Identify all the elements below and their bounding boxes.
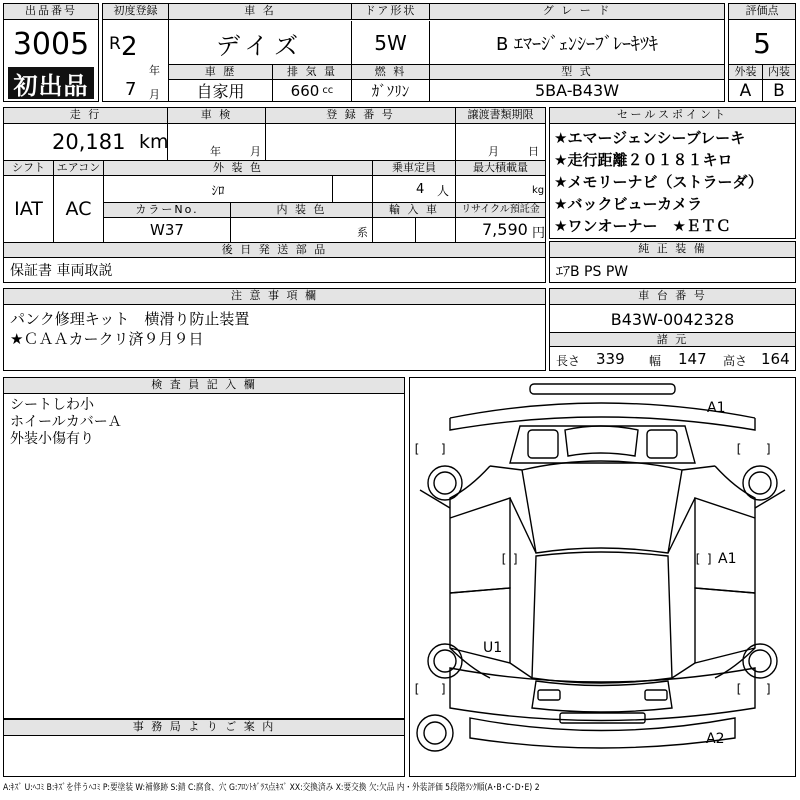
specs-label: 諸 元	[550, 332, 795, 347]
recycle-label: リサイクル預託金	[455, 202, 545, 218]
notes-label: 注 意 事 項 欄	[4, 289, 545, 305]
exterior-color-label: 外 装 色	[103, 160, 372, 176]
chassis-box	[549, 288, 796, 371]
score-box	[728, 3, 796, 102]
recycle-cell	[455, 218, 545, 242]
transfer-deadline-cell	[455, 124, 545, 160]
bracket-mark: [	[413, 682, 421, 696]
bracket-mark: [	[735, 442, 743, 456]
interior-color-label: 内 装 色	[230, 202, 372, 218]
capacity: 4	[416, 182, 425, 197]
sales-points-box	[549, 107, 796, 239]
bracket-mark: [	[500, 552, 508, 566]
inspection-cell	[167, 124, 265, 160]
lot-number-box	[3, 3, 99, 102]
inspection-label: 車 検	[167, 108, 265, 124]
exterior-color-extra	[332, 176, 372, 202]
inspection-year-unit: 年	[210, 145, 221, 158]
fuel: ｶﾞｿﾘﾝ	[351, 80, 429, 101]
capacity-label: 乗車定員	[372, 160, 455, 176]
bracket-mark: ]	[440, 442, 448, 456]
color-no: W37	[103, 218, 230, 242]
displacement-label: 排 気 量	[272, 64, 351, 80]
fuel-label: 燃 料	[351, 64, 429, 80]
car-name-label: 車 名	[169, 4, 351, 20]
inspection-month-unit: 月	[250, 145, 261, 158]
mileage-unit: km	[139, 131, 169, 153]
damage-mark: A1	[707, 400, 726, 416]
height-label: 高さ	[723, 354, 748, 368]
later-parts: 保証書 車両取説	[10, 263, 113, 279]
height: 164	[761, 350, 790, 368]
sales-point-item: ★ワンオーナー ★ＥＴＣ	[554, 217, 731, 235]
sales-point-item: ★走行距離２０１８１キロ	[554, 151, 733, 169]
import-label: 輸 入 車	[372, 202, 455, 218]
sales-points-label: セールスポイント	[550, 108, 795, 124]
door-label: ドア形状	[351, 4, 429, 20]
notes-lines	[10, 309, 249, 349]
width: 147	[678, 350, 707, 368]
displacement: 660	[290, 81, 320, 100]
equipment-label: 純 正 装 備	[550, 242, 795, 258]
header-panel	[3, 3, 796, 102]
sales-point-item: ★メモリーナビ（ストラーダ）	[554, 173, 763, 191]
capacity-unit: 人	[437, 184, 450, 198]
air-conditioner: AC	[53, 176, 103, 242]
score: 5	[753, 26, 771, 60]
history-label: 車 歴	[169, 64, 272, 80]
bracket-mark: ]	[440, 682, 448, 696]
damage-mark: U1	[483, 640, 503, 656]
max-load-cell	[455, 176, 545, 202]
inspector-line: ホイールカバーＡ	[10, 414, 122, 430]
first-registration-box	[102, 3, 169, 102]
shift-label: シフト	[4, 160, 53, 176]
car-diagram-drawing	[410, 378, 795, 776]
history: 自家用	[196, 82, 245, 101]
length-label: 長さ	[556, 354, 581, 368]
inspector-lines	[10, 397, 122, 448]
car-diagram	[409, 377, 796, 777]
dimensions-row	[550, 347, 795, 370]
equipment: ｴｱB PS PW	[556, 263, 629, 280]
vehicle-info-box	[168, 3, 725, 102]
legend-text: A:ｷｽﾞ U:ﾍｺﾐ B:ｷｽﾞを伴うﾍｺﾐ P:要塗装 W:補修跡 S:錆 C:腐食、穴 G:ﾌﾛﾝﾄｶﾞﾗｽ点ｷｽﾞ XX:交換済み X:要交換 欠:欠品 内・外装評価 5段階ﾗﾝｸ順(A･B･C･D･E) 2	[3, 783, 540, 793]
inspector-box	[3, 377, 405, 719]
bracket-mark: [	[413, 442, 421, 456]
interior-color-unit: 系	[357, 226, 368, 239]
model-label: 型 式	[429, 64, 724, 80]
details-box	[3, 107, 546, 283]
notes-box	[3, 288, 546, 371]
transfer-month-unit: 月	[488, 145, 499, 158]
later-parts-label: 後 日 発 送 部 品	[4, 242, 545, 258]
recycle-unit: 円	[532, 226, 546, 241]
width-label: 幅	[649, 354, 662, 368]
inspector-line: 外装小傷有り	[10, 431, 94, 447]
inspector-line: シートしわ小	[10, 397, 94, 413]
bracket-mark: ]	[765, 442, 773, 456]
ac-label: エアコン	[53, 160, 103, 176]
office-box	[3, 719, 405, 777]
bracket-mark: ]	[765, 682, 773, 696]
note-line: パンク修理キット 横滑り防止装置	[10, 310, 250, 328]
max-load-unit: kg	[532, 185, 545, 196]
sales-point-item: ★エマージェンシーブレーキ	[554, 129, 746, 147]
lot-number-label: 出品番号	[4, 4, 98, 20]
capacity-cell	[372, 176, 455, 202]
sales-point-item: ★バックビューカメラ	[554, 195, 703, 213]
door-type: 5W	[351, 21, 429, 65]
transfer-deadline-label: 譲渡書類期限	[455, 108, 545, 124]
score-label: 評価点	[729, 4, 795, 20]
first-registration-label: 初度登録	[103, 4, 168, 20]
grade: B ｴﾏｰｼﾞｪﾝｼｰﾌﾞﾚｰｷﾂｷ	[429, 21, 724, 65]
exterior-label: 外装	[729, 64, 762, 80]
sales-points-list	[554, 127, 794, 237]
reg-year: 2	[121, 32, 138, 62]
displacement-unit: cc	[322, 85, 334, 96]
interior-grade: B	[762, 80, 795, 101]
damage-mark: A1	[718, 551, 737, 567]
model: 5BA-B43W	[429, 80, 724, 101]
mileage-label: 走 行	[4, 108, 167, 124]
car-name: デイズ	[215, 31, 305, 60]
registration-no	[265, 124, 455, 160]
chassis-label: 車 台 番 号	[550, 289, 795, 305]
note-line: ★ＣＡＡカークリ済９月９日	[10, 330, 204, 348]
year-unit: 年	[149, 64, 160, 77]
import-cell-2	[415, 218, 455, 242]
damage-mark: A2	[706, 731, 725, 747]
max-load-label: 最大積載量	[455, 160, 545, 176]
registration-no-label: 登 録 番 号	[265, 108, 455, 124]
transfer-day-unit: 日	[528, 145, 539, 158]
legend-footer	[3, 780, 797, 796]
month-unit: 月	[149, 88, 160, 101]
chassis-number: B43W-0042328	[610, 309, 735, 329]
exterior-grade: A	[739, 80, 752, 101]
shift: IAT	[14, 198, 43, 220]
lot-number: 3005	[12, 26, 90, 62]
length: 339	[596, 350, 625, 368]
import-cell	[372, 218, 415, 242]
mileage: 20,181	[52, 130, 126, 154]
interior-color-cell	[230, 218, 372, 242]
recycle-fee: 7,590	[482, 220, 528, 239]
color-no-label: カラーNo.	[103, 202, 230, 218]
grade-label: グ レ ー ド	[429, 4, 724, 20]
bracket-mark: ]	[512, 552, 520, 566]
exterior-color: ｼﾛ	[103, 176, 332, 202]
era: R	[109, 34, 121, 54]
equipment-box	[549, 241, 796, 283]
inspector-label: 検 査 員 記 入 欄	[4, 378, 404, 394]
bracket-mark: [	[735, 682, 743, 696]
office-label: 事 務 局 よ り ご 案 内	[4, 720, 404, 736]
displacement-cell	[272, 80, 351, 101]
bracket-mark: [	[694, 552, 702, 566]
first-listing-badge: 初出品	[8, 67, 94, 99]
interior-label: 内装	[762, 64, 795, 80]
bracket-mark: ]	[706, 552, 714, 566]
reg-month: 7	[125, 79, 137, 100]
